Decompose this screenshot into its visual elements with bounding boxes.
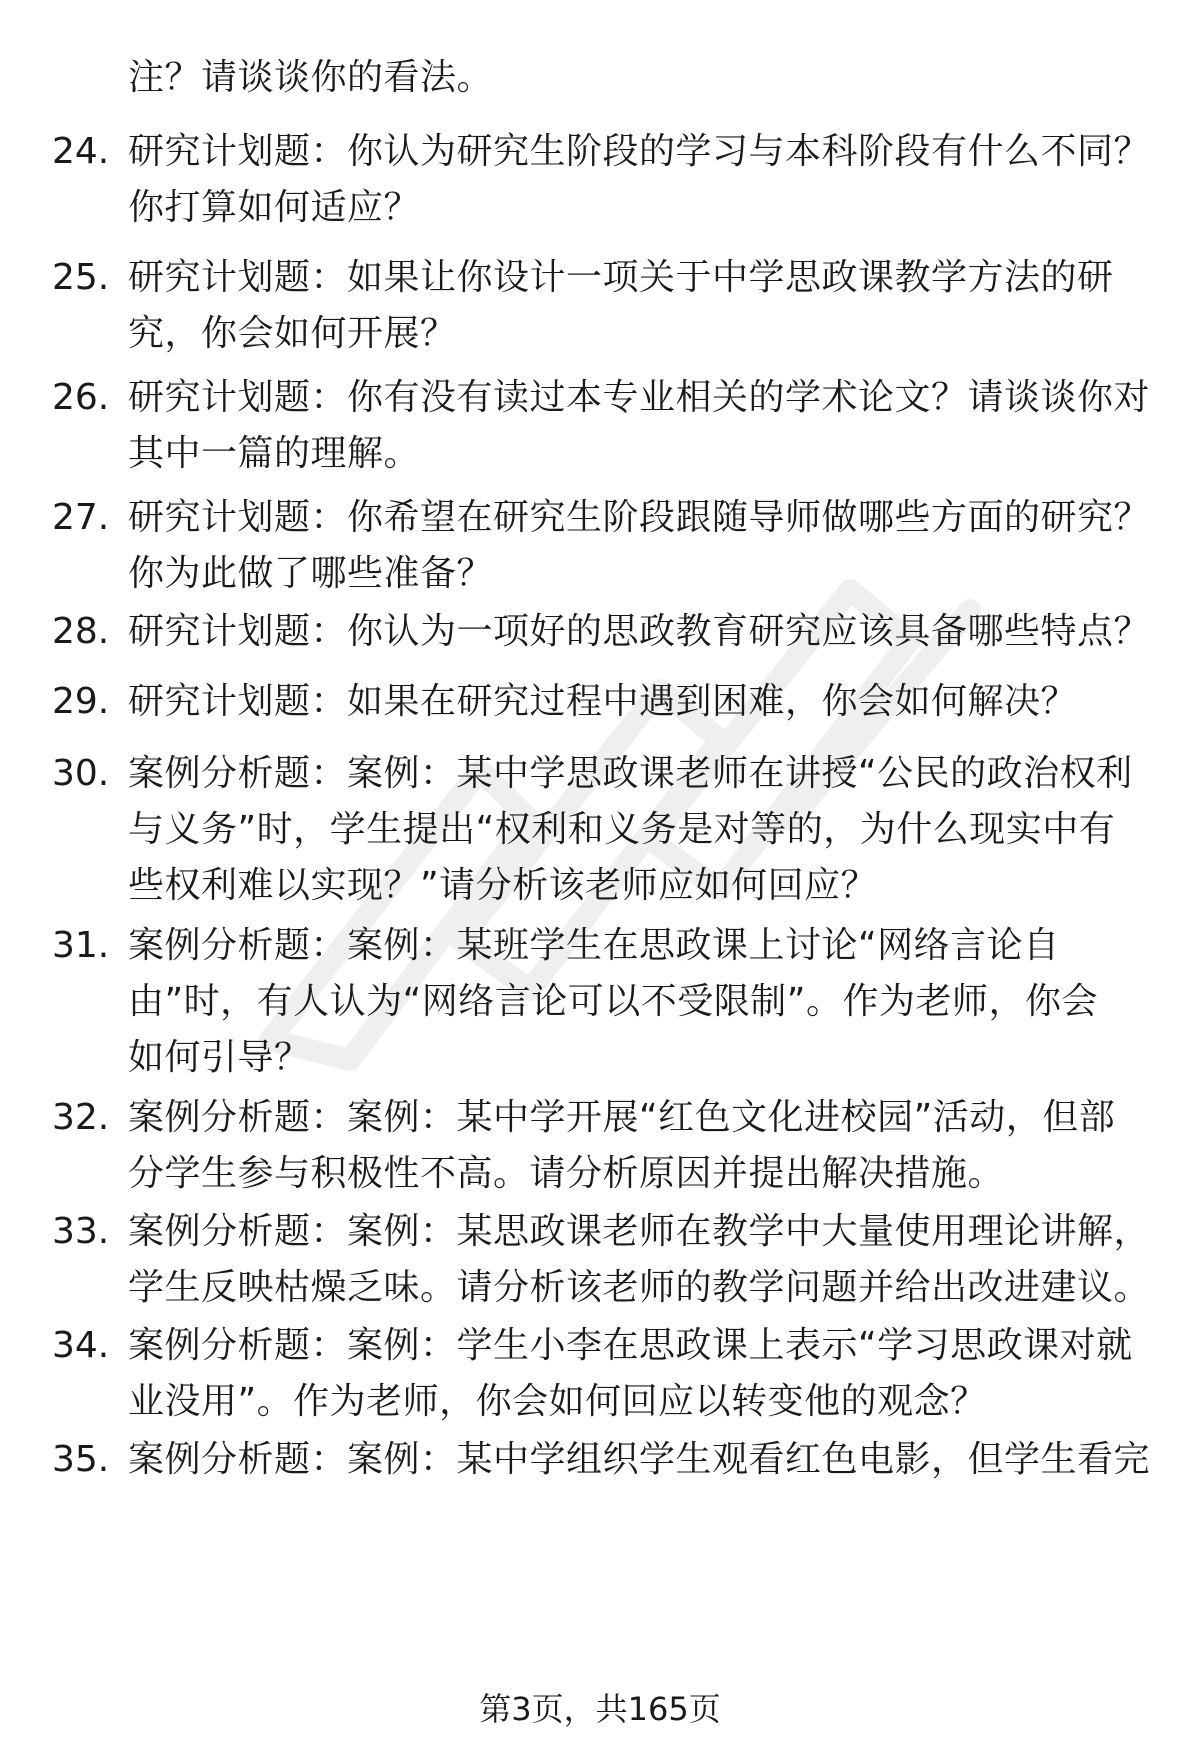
question-text-line: 案例分析题：案例：学生小李在思政课上表示“学习思政课对就 — [128, 1325, 1133, 1366]
question-text-line: 案例分析题：案例：某思政课老师在教学中大量使用理论讲解， — [128, 1211, 1151, 1252]
question-number: 29. — [52, 681, 110, 722]
question-text-line: 研究计划题：你有没有读过本专业相关的学术论文？请谈谈你对 — [128, 377, 1151, 418]
question-text-line: 研究计划题：你认为一项好的思政教育研究应该具备哪些特点？ — [128, 611, 1151, 652]
question-number: 33. — [52, 1211, 110, 1252]
question-text-line: 与义务”时，学生提出“权利和义务是对等的，为什么现实中有 — [128, 809, 1116, 850]
question-text-line: 学生反映枯燥乏味。请分析该老师的教学问题并给出改进建议。 — [128, 1267, 1151, 1308]
question-number: 35. — [52, 1439, 110, 1480]
question-number: 30. — [52, 753, 110, 794]
question-text-line: 些权利难以实现？”请分析该老师应如何回应？ — [128, 865, 878, 906]
question-text-line: 由”时，有人认为“网络言论可以不受限制”。作为老师，你会 — [128, 981, 1098, 1022]
question-number: 28. — [52, 611, 110, 652]
question-number: 31. — [52, 925, 110, 966]
continuation-text: 注？请谈谈你的看法。 — [128, 57, 494, 98]
question-text-line: 分学生参与积极性不高。请分析原因并提出解决措施。 — [128, 1153, 1005, 1194]
question-number: 24. — [52, 131, 110, 172]
question-text-line: 你打算如何适应？ — [128, 187, 421, 228]
question-number: 27. — [52, 497, 110, 538]
question-text-line: 研究计划题：如果在研究过程中遇到困难，你会如何解决？ — [128, 681, 1078, 722]
question-text-line: 研究计划题：你希望在研究生阶段跟随导师做哪些方面的研究？ — [128, 497, 1151, 538]
question-text-line: 如何引导？ — [128, 1037, 311, 1078]
question-number: 32. — [52, 1097, 110, 1138]
question-text-line: 案例分析题：案例：某中学开展“红色文化进校园”活动，但部 — [128, 1097, 1116, 1138]
page-footer: 第3页，共165页 — [479, 1690, 721, 1728]
question-text-line: 究，你会如何开展？ — [128, 313, 457, 354]
question-text-line: 案例分析题：案例：某中学思政课老师在讲授“公民的政治权利 — [128, 753, 1133, 794]
question-text-line: 其中一篇的理解。 — [128, 433, 421, 474]
question-text-line: 研究计划题：如果让你设计一项关于中学思政课教学方法的研 — [128, 257, 1114, 298]
question-text-line: 案例分析题：案例：某中学组织学生观看红色电影，但学生看完 — [128, 1439, 1151, 1480]
question-text-line: 业没用”。作为老师，你会如何回应以转变他的观念？ — [128, 1381, 987, 1422]
question-number: 34. — [52, 1325, 110, 1366]
question-text-line: 研究计划题：你认为研究生阶段的学习与本科阶段有什么不同？ — [128, 131, 1151, 172]
question-text-line: 案例分析题：案例：某班学生在思政课上讨论“网络言论自 — [128, 925, 1060, 966]
question-number: 26. — [52, 377, 110, 418]
question-text-line: 你为此做了哪些准备？ — [128, 553, 494, 594]
question-number: 25. — [52, 257, 110, 298]
